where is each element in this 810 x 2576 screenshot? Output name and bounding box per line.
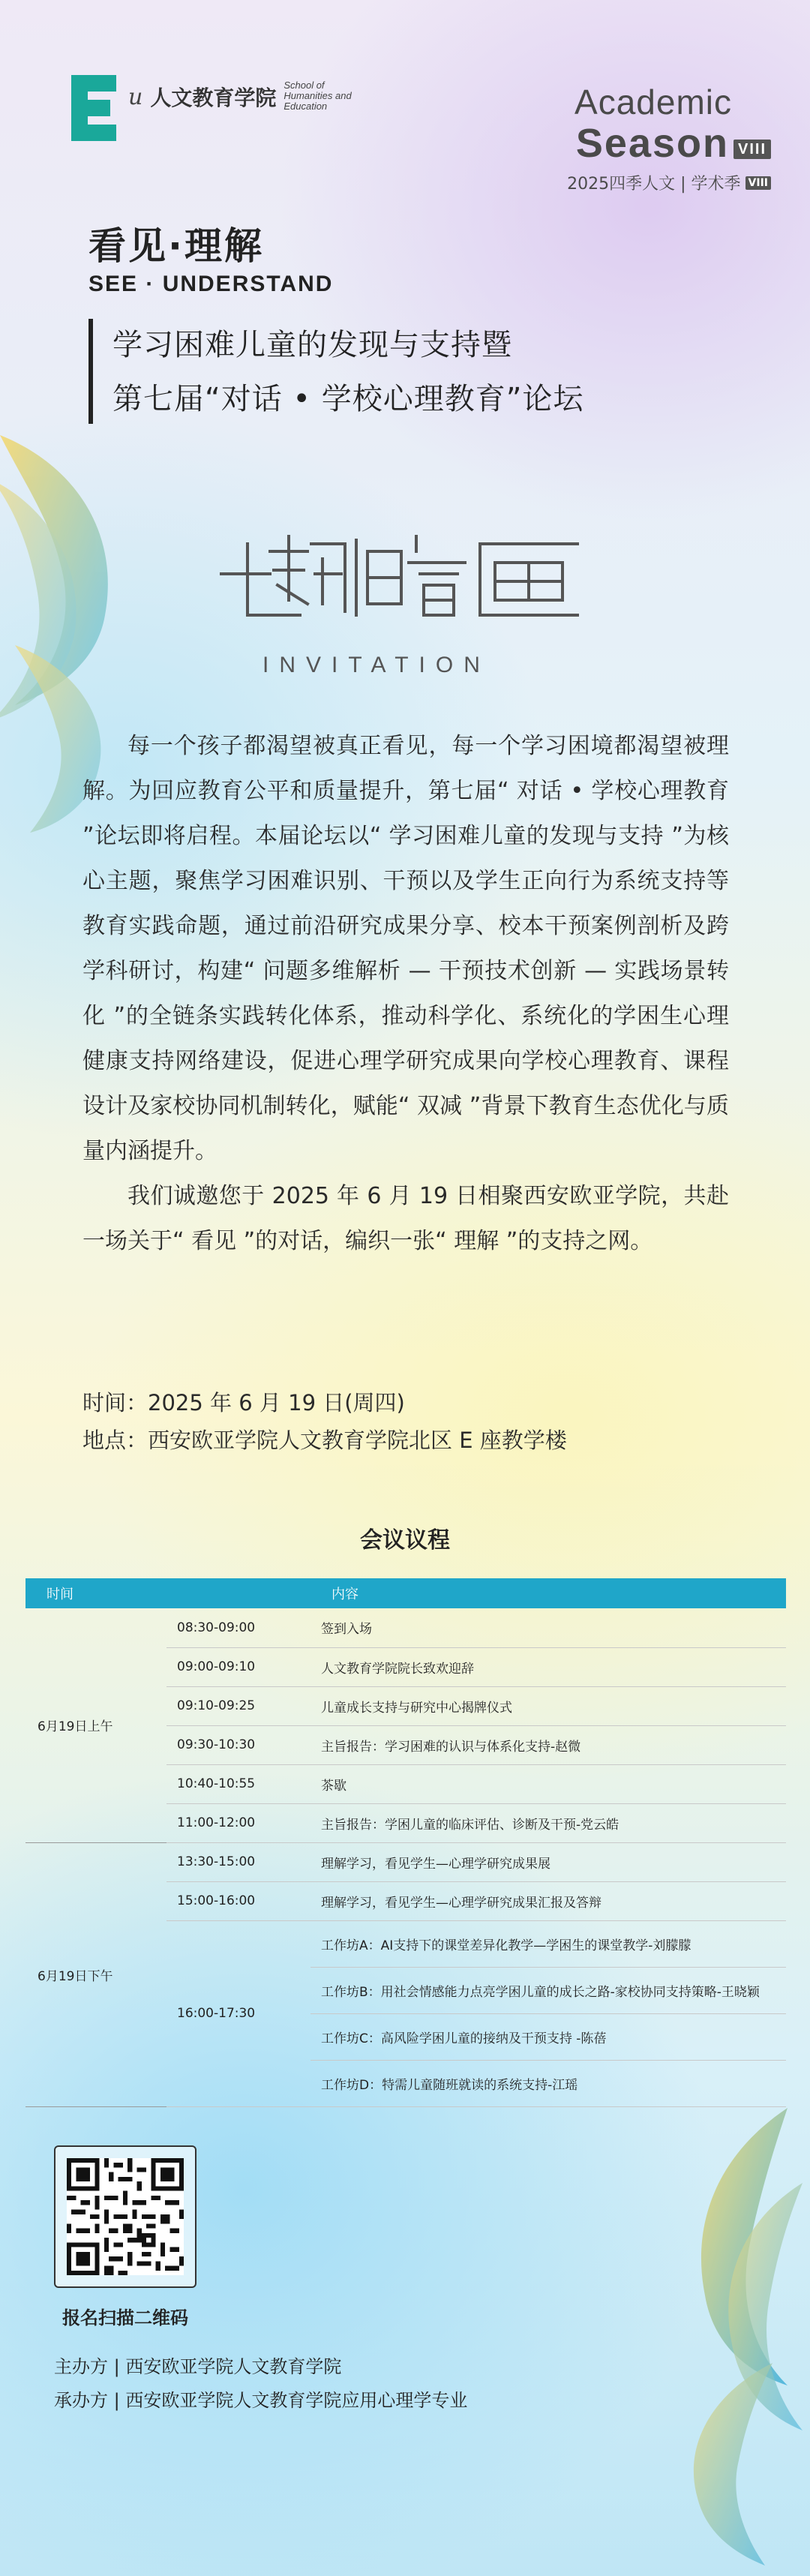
agenda-time: 11:00-12:00 (166, 1803, 310, 1842)
agenda-content: 理解学习，看见学生—心理学研究成果汇报及答辩 (310, 1881, 786, 1920)
agenda-table (26, 1578, 786, 2107)
agenda-content: 人文教育学院院长致欢迎辞 (310, 1647, 786, 1686)
agenda-time: 15:00-16:00 (166, 1881, 310, 1920)
theme-cn: 看见·理解 (88, 224, 264, 268)
agenda-workshop: 工作坊C：高风险学困儿童的接纳及干预支持 -陈蓓 (310, 2013, 786, 2060)
event-place: 地点：西安欧亚学院人文教育学院北区 E 座教学楼 (82, 1428, 567, 1453)
agenda-workshop: 工作坊A：AI支持下的课堂差异化教学—学困生的课堂教学-刘朦朦 (310, 1920, 786, 1967)
qr-code-icon (67, 2158, 184, 2275)
organizer-organization: 承办方 | 西安欧亚学院人文教育学院应用心理学专业 (54, 2390, 468, 2411)
agenda-content: 儿童成长支持与研究中心揭牌仪式 (310, 1686, 786, 1725)
agenda-content: 主旨报告：学习困难的认识与体系化支持-赵微 (310, 1725, 786, 1764)
season-subtitle: 2025四季人文 | 学术季 VIII (567, 171, 771, 194)
agenda-content: 理解学习，看见学生—心理学研究成果展 (310, 1842, 786, 1881)
invitation-body (82, 724, 729, 1264)
qr-label: 报名扫描二维码 (62, 2307, 188, 2328)
season-badge: VIII (734, 140, 771, 159)
agenda-time: 08:30-09:00 (166, 1608, 310, 1647)
agenda-date-morning: 6月19日上午 (26, 1608, 166, 1842)
season-line2: Season VIII (567, 122, 771, 165)
school-name-cn: 人文教育学院 (150, 86, 277, 110)
event-title-line2: 第七届“对话 • 学校心理教育”论坛 (112, 382, 584, 416)
agenda-time: 09:30-10:30 (166, 1725, 310, 1764)
body-paragraph-2: 我们诚邀您于 2025 年 6 月 19 日相聚西安欧亚学院，共赴一场关于“ 看见 ”的对话，编织一张“ 理解 ”的支持之网。 (82, 1183, 729, 1254)
logo-e-mark (71, 75, 124, 141)
agenda-title: 会议议程 (360, 1527, 450, 1554)
academic-season-mark (567, 83, 771, 194)
theme-en: SEE · UNDERSTAND (88, 272, 334, 296)
event-meta (82, 1384, 567, 1459)
agenda-header-row (26, 1578, 786, 1608)
agenda-time: 13:30-15:00 (166, 1842, 310, 1881)
logo-u-letter: u (128, 83, 143, 110)
event-title-line1: 学习困难儿童的发现与支持暨 (112, 328, 512, 362)
agenda-workshop-time: 16:00-17:30 (166, 1920, 310, 2106)
agenda-date-afternoon: 6月19日下午 (26, 1842, 166, 2106)
season-line1: Academic (574, 83, 732, 122)
agenda-time: 10:40-10:55 (166, 1764, 310, 1803)
season-sub-badge: VIII (746, 176, 771, 190)
agenda-content: 茶歇 (310, 1764, 786, 1803)
agenda-col-time: 时间 (26, 1578, 166, 1608)
agenda-col-content: 内容 (310, 1578, 786, 1608)
ribbon-decoration-right (592, 2093, 810, 2573)
table-row (26, 1608, 786, 1647)
agenda-content: 签到入场 (310, 1608, 786, 1647)
body-paragraph-1: 每一个孩子都渴望被真正看见，每一个学习困境都渴望被理解。为回应教育公平和质量提升，第七届“ 对话 • 学校心理教育 ”论坛即将启程。本届论坛以“ 学习困难儿童的发现与支持 ”为核心主题，聚焦学习困难识别、干预以及学生正向行为系统支持等教育实践命题，通过前沿研究成果分享、校本干预案例剖析及跨学科研讨，构建“ 问题多维解析 — 干预技术创新 — 实践场景转化 ”的全链条实践转化体系，推动科学化、系统化的学困生心理健康支持网络建设，促进心理学研究成果向学校心理教育、课程设计及家校协同机制转化，赋能“ 双减 ”背景下教育生态优化与质量内涵提升。 (82, 733, 729, 1164)
agenda-time: 09:00-09:10 (166, 1647, 310, 1686)
invitation-en: INVITATION (262, 653, 490, 677)
title-accent-bar (88, 319, 93, 424)
school-logo (71, 75, 366, 141)
agenda-workshop: 工作坊D：特需儿童随班就读的系统支持-江瑶 (310, 2060, 786, 2106)
host-organization: 主办方 | 西安欧亚学院人文教育学院 (54, 2356, 342, 2377)
table-row (26, 1842, 786, 1881)
agenda-workshop: 工作坊B：用社会情感能力点亮学困儿童的成长之路-家校协同支持策略-王晓颖 (310, 1967, 786, 2013)
registration-qr-code[interactable] (54, 2145, 196, 2288)
invitation-art-title (218, 529, 585, 619)
agenda-content: 主旨报告：学困儿童的临床评估、诊断及干预-党云皓 (310, 1803, 786, 1842)
event-time: 时间：2025 年 6 月 19 日(周四) (82, 1390, 405, 1416)
school-name-en: School of Humanities and Education (284, 80, 352, 112)
agenda-time: 09:10-09:25 (166, 1686, 310, 1725)
